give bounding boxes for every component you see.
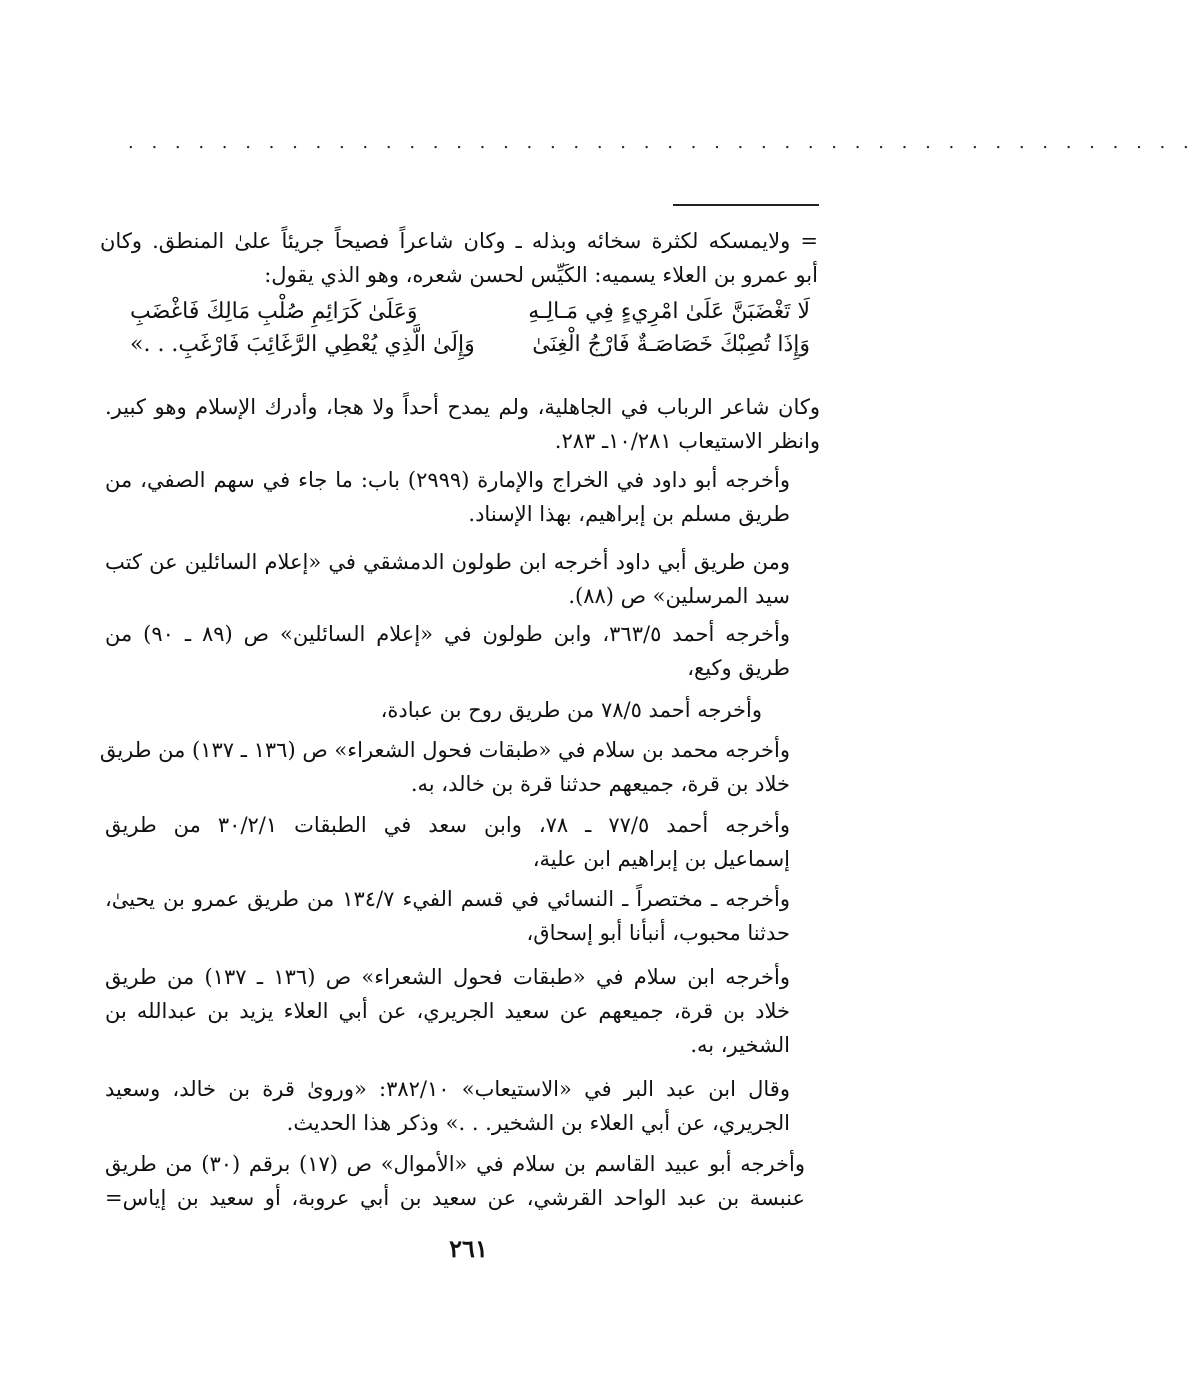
verse-2-first-hemistich: وَإِذَا تُصِبْكَ خَصَاصَـةٌ فَارْجُ الْغِنَىٰ [532, 332, 810, 357]
verse-1-second-hemistich: وَعَلَىٰ كَرَائِمِ صُلْبِ مَالِكَ فَاغْضَبِ [130, 299, 418, 324]
paragraph-8 [105, 882, 790, 950]
paragraph-line: حدثنا محبوب، أنبأنا أبو إسحاق، [526, 921, 790, 945]
paragraph-5 [105, 693, 762, 727]
paragraph-4 [105, 617, 790, 685]
paragraph-10 [105, 1072, 790, 1140]
paragraph-line: وأخرجه أبو داود في الخراج والإمارة (٢٩٩٩) باب: ما جاء في سهم الصفي، من [105, 468, 790, 492]
paragraph-line: خلاد بن قرة، جميعهم حدثنا قرة بن خالد، به. [410, 772, 790, 796]
paragraph-3 [105, 545, 790, 613]
footnote-rule [673, 204, 819, 206]
paragraph-line: وأخرجه أحمد ٧٧/٥ ـ ٧٨، وابن سعد في الطبقات ٣٠/٢/١ من طريق [105, 813, 790, 837]
paragraph-line: وقال ابن عبد البر في «الاستيعاب» ٣٨٢/١٠: «وروىٰ قرة بن خالد، وسعيد [105, 1077, 790, 1101]
paragraph-line: وأخرجه أحمد ٣٦٣/٥، وابن طولون في «إعلام السائلين» ص (٨٩ ـ ٩٠) من [105, 622, 791, 646]
footnote-continuation [100, 224, 818, 292]
paragraph-line: وأخرجه ـ مختصراً ـ النسائي في قسم الفيء ١٣٤/٧ من طريق عمرو بن يحيىٰ، [105, 887, 790, 911]
paragraph-line: الجريري، عن أبي العلاء بن الشخير. . .» وذكر هذا الحديث. [286, 1111, 790, 1135]
paragraph-line: ومن طريق أبي داود أخرجه ابن طولون الدمشقي في «إعلام السائلين عن كتب [105, 550, 790, 574]
footnote-line-1: = ولايمسكه لكثرة سخائه وبذله ـ وكان شاعراً فصيحاً جريئاً علىٰ المنطق. وكان [100, 229, 818, 253]
paragraph-line: عنبسة بن عبد الواحد القرشي، عن سعيد بن أبي عروبة، أو سعيد بن إياس= [105, 1186, 805, 1210]
paragraph-line: خلاد بن قرة، جميعهم عن سعيد الجريري، عن أبي العلاء يزيد بن عبدالله بن [105, 999, 790, 1023]
paragraph-line: طريق وكيع، [687, 656, 790, 680]
paragraph-11 [105, 1147, 805, 1215]
poem [130, 295, 810, 361]
paragraph-line: وأخرجه محمد بن سلام في «طبقات فحول الشعراء» ص (١٣٦ ـ ١٣٧) من طريق [99, 738, 790, 762]
verse-1 [130, 295, 810, 328]
paragraph-2 [105, 463, 790, 531]
paragraph-line: طريق مسلم بن إبراهيم، بهذا الإسناد. [468, 502, 790, 526]
footnote-line-2: أبو عمرو بن العلاء يسميه: الكَيِّس لحسن شعره، وهو الذي يقول: [264, 263, 818, 287]
verse-2-second-hemistich: وَإِلَىٰ الَّذِي يُعْطِي الرَّغَائِبَ فَارْغَبِ. . .» [130, 332, 475, 357]
separator-dots: . . . . . . . . . . . . . . . . . . . . . . . . . . . . . . . . . . . . . . . . . . . . . . [128, 132, 1195, 153]
paragraph-line: وأخرجه ابن سلام في «طبقات فحول الشعراء» ص (١٣٦ ـ ١٣٧) من طريق [105, 965, 790, 989]
paragraph-line: سيد المرسلين» ص (٨٨). [568, 584, 790, 608]
paragraph-line: الشخير، به. [690, 1033, 790, 1057]
paragraph-line: وأخرجه أبو عبيد القاسم بن سلام في «الأموال» ص (١٧) برقم (٣٠) من طريق [105, 1152, 805, 1176]
paragraph-7 [105, 808, 790, 876]
paragraph-line: وكان شاعر الرباب في الجاهلية، ولم يمدح أحداً ولا هجا، وأدرك الإسلام وهو كبير. [105, 395, 820, 419]
page-number: ٢٦١ [449, 1234, 488, 1263]
paragraph-9 [105, 960, 790, 1062]
paragraph-line: وأخرجه أحمد ٧٨/٥ من طريق روح بن عبادة، [380, 698, 762, 722]
paragraph-6 [99, 733, 790, 801]
verse-1-first-hemistich: لَا تَغْضَبَنَّ عَلَىٰ امْرِيءٍ فِي مَـالِـهِ [528, 299, 810, 324]
verse-2 [130, 328, 810, 361]
paragraph-line: إسماعيل بن إبراهيم ابن علية، [532, 847, 790, 871]
paragraph-line: وانظر الاستيعاب ١٠/٢٨١ـ ٢٨٣. [554, 429, 820, 453]
paragraph-1 [105, 390, 820, 458]
